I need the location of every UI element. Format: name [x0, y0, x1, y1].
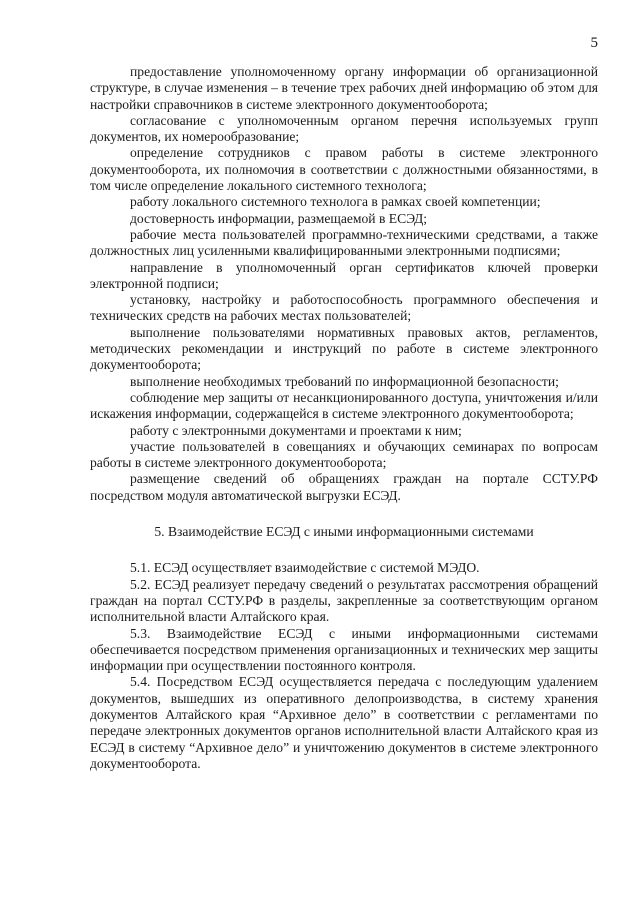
list-item: согласование с уполномоченным органом перечня используемых групп документов, их номерообразование; [90, 112, 598, 145]
list-item: выполнение необходимых требований по информационной безопасности; [130, 373, 559, 389]
list-item: направление в уполномоченный орган сертификатов ключей проверки электронной подписи; [90, 259, 598, 291]
list-item: работу локального системного технолога в рамках своей компетенции; [130, 194, 541, 210]
section-paragraph: 5.4. Посредством ЕСЭД осуществляется передача с последующим удалением документов, вышедших из оперативного делопроизводства, в систему хранения документов Алтайского края “Архивное дело” в соответствии с регламентами по передаче электронных документов органов исполнительной власти Алтайского края из ЕСЭД в систему “Архивное дело” и уничтожению документов в системе электронного документооборота. [90, 674, 598, 771]
list-item: размещение сведений об обращениях граждан на портале ССТУ.РФ посредством модуля автоматической выгрузки ЕСЭД. [90, 471, 598, 503]
list-item: достоверность информации, размещаемой в ЕСЭД; [130, 210, 428, 226]
list-item: работу с электронными документами и проектами к ним; [130, 422, 462, 438]
list-item: участие пользователей в совещаниях и обучающих семинарах по вопросам работы в системе электронного документооборота; [90, 438, 598, 471]
page-number: 5 [590, 35, 598, 51]
section-paragraph: 5.2. ЕСЭД реализует передачу сведений о результатах рассмотрения обращений граждан на портал ССТУ.РФ в разделы, закрепленные за соответствующим органом исполнительной власти Алтайского края. [90, 576, 598, 625]
section-paragraph: 5.1. ЕСЭД осуществляет взаимодействие с системой МЭДО. [130, 560, 480, 576]
list-item: установку, настройку и работоспособность программного обеспечения и технических средств на рабочих местах пользователей; [90, 292, 598, 324]
list-item: выполнение пользователями нормативных правовых актов, регламентов, методических рекомендации и инструкций по работе в системе электронного документооборота; [90, 324, 598, 373]
section-heading: 5. Взаимодействие ЕСЭД с иными информационными системами [154, 524, 534, 540]
document-body [90, 64, 598, 772]
section-paragraph: 5.3. Взаимодействие ЕСЭД с иными информационными системами обеспечивается посредством применения организационных и технических мер защиты информации при осуществлении постоянного контроля. [90, 625, 598, 674]
list-item: рабочие места пользователей программно-техническими средствами, а также должностных лиц усиленными квалифицированными электронными подписями; [90, 226, 598, 259]
list-item: соблюдение мер защиты от несанкционированного доступа, уничтожения и/или искажения информации, содержащейся в системе электронного документооборота; [90, 389, 598, 422]
list-item: предоставление уполномоченному органу информации об организационной структуре, в случае изменения – в течение трех рабочих дней информацию об этом для настройки справочников в системе электронного документооборота; [90, 64, 598, 112]
list-item: определение сотрудников с правом работы в системе электронного документооборота, их полномочия в соответствии с должностными обязанностями, в том числе определение локального системного технолога; [90, 145, 598, 194]
